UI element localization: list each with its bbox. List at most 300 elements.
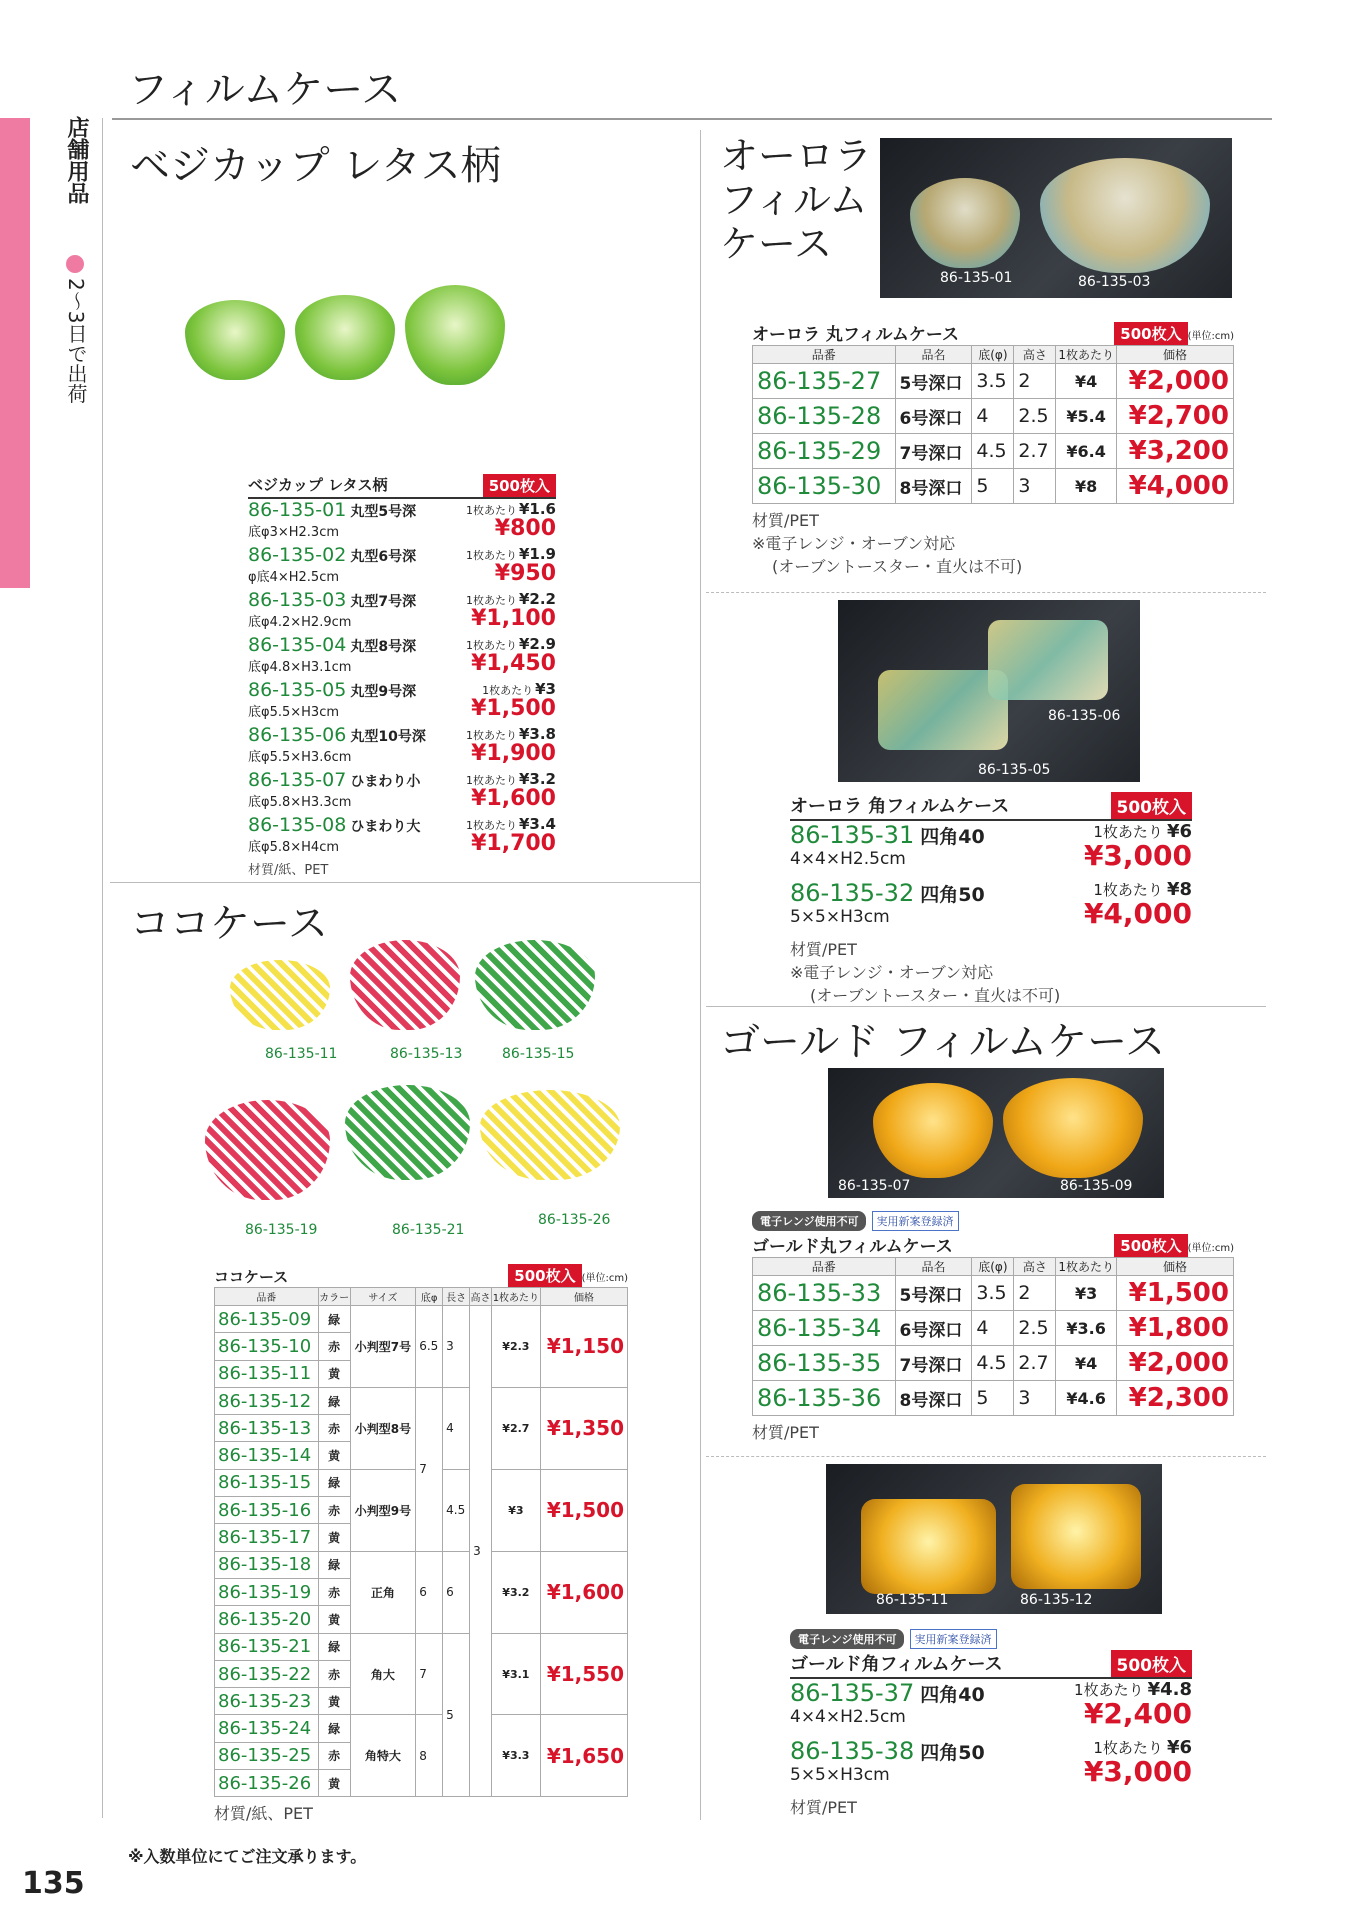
cell-price: ¥1,600 xyxy=(540,1551,627,1633)
cell-per: ¥4 xyxy=(1056,1346,1117,1381)
item-name: 丸型8号深 xyxy=(350,639,417,655)
category-label: 店舗用品 xyxy=(64,116,89,204)
cell-color: 赤 xyxy=(318,1497,350,1524)
per-price: ¥2.2 xyxy=(518,590,556,608)
table-header: 底φ xyxy=(416,1288,443,1306)
veggie-item-right xyxy=(466,589,556,634)
cell-per: ¥8 xyxy=(1056,469,1117,504)
aurora-square-material: 材質/PET xyxy=(790,940,857,959)
cell-dia: 4.5 xyxy=(972,1346,1014,1381)
coco-label-2: 86-135-13 xyxy=(390,1046,463,1062)
coco-cup-red xyxy=(350,940,460,1030)
cell-per: ¥3.3 xyxy=(491,1715,540,1797)
cell-dia: 3.5 xyxy=(972,1276,1014,1311)
aurora-round-note2: (オーブントースター・直火は不可) xyxy=(772,557,1023,576)
aurora-round-badge: 500枚入 xyxy=(1114,322,1187,345)
gold-round-tag-patent: 実用新案登録済 xyxy=(872,1211,959,1231)
veggie-item xyxy=(248,679,556,724)
gold-sq-cup-2 xyxy=(1011,1484,1141,1589)
item-size: 底φ4.8×H3.1cm xyxy=(248,660,352,675)
veggie-item-left xyxy=(248,724,426,769)
veggie-item-left xyxy=(248,679,416,724)
item-size: 底φ5.5×H3.6cm xyxy=(248,750,352,765)
cell-height: 2 xyxy=(1014,364,1056,399)
gold-round-list-title: ゴールド丸フィルムケース xyxy=(752,1237,953,1257)
aurora-title-line-3: ケース xyxy=(720,222,833,266)
item-code: 86-135-03 xyxy=(248,589,347,611)
per-label: 1枚あたり xyxy=(465,639,517,652)
table-row xyxy=(753,1311,1234,1346)
cell-per: ¥2.3 xyxy=(491,1306,540,1388)
item-size: 底φ5.5×H3cm xyxy=(248,705,340,720)
aurora-title-line-2: フィルム xyxy=(720,178,868,222)
cell-per: ¥4.6 xyxy=(1056,1381,1117,1416)
coco-material: 材質/紙、PET xyxy=(214,1804,313,1824)
cell-size: 小判型7号 xyxy=(350,1306,416,1388)
per-label: 1枚あたり xyxy=(1074,1681,1144,1699)
per-label: 1枚あたり xyxy=(465,729,517,742)
coco-unit: (単位:cm) xyxy=(581,1273,628,1284)
table-row xyxy=(753,399,1234,434)
cell-price: ¥1,500 xyxy=(540,1469,627,1551)
per-price: ¥2.9 xyxy=(518,635,556,653)
cell-per: ¥3 xyxy=(491,1469,540,1551)
table-row xyxy=(753,364,1234,399)
cell-code: 86-135-22 xyxy=(215,1660,319,1687)
table-header: 長さ xyxy=(443,1288,470,1306)
cell-height: 2.7 xyxy=(1014,434,1056,469)
gold-sq-tag-patent: 実用新案登録済 xyxy=(910,1629,997,1649)
per-label: 1枚あたり xyxy=(465,819,517,832)
square-item-left xyxy=(790,821,985,879)
cell-code: 86-135-10 xyxy=(215,1333,319,1360)
gold-sq-label-1: 86-135-11 xyxy=(876,1592,949,1608)
cell-color: 緑 xyxy=(318,1633,350,1660)
table-header: カラー xyxy=(318,1288,350,1306)
cell-color: 緑 xyxy=(318,1387,350,1414)
cell-len: 4.5 xyxy=(443,1469,470,1551)
item-size: 4×4×H2.5cm xyxy=(790,849,906,869)
veggie-item xyxy=(248,589,556,634)
table-header: 1枚あたり xyxy=(491,1288,540,1306)
table-header: 価格 xyxy=(1116,1258,1233,1276)
cell-height: 2.7 xyxy=(1014,1346,1056,1381)
footer-note: ※入数単位にてご注文承ります。 xyxy=(128,1847,367,1866)
cell-color: 黄 xyxy=(318,1442,350,1469)
per-label: 1枚あたり xyxy=(1093,1739,1163,1757)
coco-cup-red-2 xyxy=(205,1100,330,1200)
cell-len: 3 xyxy=(443,1306,470,1388)
table-header: 高さ xyxy=(470,1288,492,1306)
veggie-item-line xyxy=(248,679,416,701)
cell-price: ¥1,550 xyxy=(540,1633,627,1715)
cell-price: ¥2,300 xyxy=(1116,1381,1233,1416)
gold-round-label-1: 86-135-07 xyxy=(838,1178,911,1194)
per-label: 1枚あたり xyxy=(465,549,517,562)
cell-name: 7号深口 xyxy=(895,1346,972,1381)
veggie-item-right xyxy=(466,814,556,859)
cell-price: ¥1,800 xyxy=(1116,1311,1233,1346)
gold-cup-2 xyxy=(1003,1078,1143,1178)
coco-cup-yellow-2 xyxy=(480,1090,620,1180)
cell-color: 緑 xyxy=(318,1715,350,1742)
aurora-round-label-2: 86-135-03 xyxy=(1078,274,1151,290)
veggie-item-line xyxy=(248,499,416,521)
square-item-line xyxy=(790,821,985,849)
coco-label-3: 86-135-15 xyxy=(502,1046,575,1062)
aurora-sq-cup-2 xyxy=(988,620,1108,700)
item-name: ひまわり大 xyxy=(350,819,421,835)
cell-name: 5号深口 xyxy=(895,364,972,399)
cell-code: 86-135-12 xyxy=(215,1387,319,1414)
table-header: 高さ xyxy=(1014,346,1056,364)
coco-cup-green xyxy=(475,940,595,1030)
item-size: φ底4×H2.5cm xyxy=(248,570,340,585)
cell-code: 86-135-27 xyxy=(753,364,896,399)
cell-name: 5号深口 xyxy=(895,1276,972,1311)
gold-square-badge: 500枚入 xyxy=(1111,1650,1193,1677)
veggie-item-left xyxy=(248,499,416,544)
category-tab xyxy=(0,118,30,588)
gold-sq-label-2: 86-135-12 xyxy=(1020,1592,1093,1608)
per-price: ¥8 xyxy=(1166,879,1192,900)
cell-size: 正角 xyxy=(350,1551,416,1633)
gold-round-label-2: 86-135-09 xyxy=(1060,1178,1133,1194)
cell-code: 86-135-24 xyxy=(215,1715,319,1742)
veggie-item xyxy=(248,544,556,589)
cell-code: 86-135-26 xyxy=(215,1770,319,1797)
cell-len: 6 xyxy=(443,1551,470,1633)
coco-list-title: ココケース xyxy=(214,1268,289,1286)
coco-list xyxy=(214,1264,628,1824)
cell-color: 緑 xyxy=(318,1551,350,1578)
square-item-line xyxy=(790,879,985,907)
item-code: 86-135-01 xyxy=(248,499,347,521)
cell-color: 黄 xyxy=(318,1770,350,1797)
coco-badge: 500枚入 xyxy=(508,1264,581,1287)
cell-height: 2.5 xyxy=(1014,1311,1056,1346)
cell-height: 3 xyxy=(1014,1381,1056,1416)
item-size: 底φ3×H2.3cm xyxy=(248,525,340,540)
veggie-list-title: ベジカップ レタス柄 xyxy=(248,476,388,494)
table-header: 品名 xyxy=(895,1258,972,1276)
cell-price: ¥2,700 xyxy=(1116,399,1233,434)
square-item xyxy=(790,821,1192,879)
cell-code: 86-135-33 xyxy=(753,1276,896,1311)
cell-per: ¥3.1 xyxy=(491,1633,540,1715)
aurora-square-list xyxy=(790,792,1192,1006)
cell-code: 86-135-16 xyxy=(215,1497,319,1524)
per-price: ¥3.2 xyxy=(518,770,556,788)
cell-len: 5 xyxy=(443,1633,470,1797)
aurora-square-note2: (オーブントースター・直火は不可) xyxy=(810,986,1061,1005)
cell-dia: 3.5 xyxy=(972,364,1014,399)
table-row xyxy=(753,1276,1234,1311)
square-item-right xyxy=(1084,821,1192,879)
item-code: 86-135-06 xyxy=(248,724,347,746)
item-name: 四角40 xyxy=(920,826,985,848)
per-price: ¥3 xyxy=(535,680,556,698)
cell-dia: 8 xyxy=(416,1715,443,1797)
aurora-title-line-1: オーロラ xyxy=(720,134,873,178)
cell-per: ¥5.4 xyxy=(1056,399,1117,434)
cell-per: ¥2.7 xyxy=(491,1387,540,1469)
table-row xyxy=(753,434,1234,469)
coco-photo xyxy=(200,940,640,1240)
shipping-label: 2〜3日で出荷 xyxy=(64,278,88,404)
cell-dia: 4.5 xyxy=(972,434,1014,469)
veggie-item xyxy=(248,499,556,544)
gold-round-tag-microwave: 電子レンジ使用不可 xyxy=(752,1211,866,1231)
veggie-item-right xyxy=(471,679,556,724)
veggie-item-line xyxy=(248,769,420,791)
cell-height: 2.5 xyxy=(1014,399,1056,434)
gold-sq-cup-1 xyxy=(861,1499,996,1594)
veggie-item-right xyxy=(466,724,556,769)
veggie-item-left xyxy=(248,544,416,589)
gold-round-list xyxy=(752,1232,1234,1443)
aurora-square-badge: 500枚入 xyxy=(1111,792,1193,819)
veggie-item-right xyxy=(466,544,556,589)
table-header: 高さ xyxy=(1014,1258,1056,1276)
table-header: 1枚あたり xyxy=(1056,1258,1117,1276)
cell-price: ¥3,200 xyxy=(1116,434,1233,469)
item-code: 86-135-31 xyxy=(790,821,915,849)
cell-code: 86-135-21 xyxy=(215,1633,319,1660)
item-code: 86-135-37 xyxy=(790,1679,915,1707)
table-header: 品番 xyxy=(215,1288,319,1306)
cell-size: 角大 xyxy=(350,1633,416,1715)
gold-square-material: 材質/PET xyxy=(790,1798,857,1817)
item-price: ¥1,450 xyxy=(471,651,556,676)
item-price: ¥1,700 xyxy=(471,831,556,856)
item-size: 4×4×H2.5cm xyxy=(790,1707,906,1727)
cell-color: 黄 xyxy=(318,1688,350,1715)
item-name: 丸型5号深 xyxy=(350,504,417,520)
item-price: ¥800 xyxy=(494,516,556,541)
gold-square-tags xyxy=(790,1628,997,1649)
cell-color: 赤 xyxy=(318,1333,350,1360)
cell-color: 赤 xyxy=(318,1578,350,1605)
cell-code: 86-135-11 xyxy=(215,1360,319,1387)
cell-per: ¥3 xyxy=(1056,1276,1117,1311)
cell-price: ¥1,500 xyxy=(1116,1276,1233,1311)
cell-code: 86-135-34 xyxy=(753,1311,896,1346)
table-header: 底(φ) xyxy=(972,1258,1014,1276)
cell-code: 86-135-29 xyxy=(753,434,896,469)
veggie-item-right xyxy=(466,634,556,679)
table-header: 底(φ) xyxy=(972,346,1014,364)
square-item-right xyxy=(1084,1737,1192,1795)
per-price: ¥3.4 xyxy=(518,815,556,833)
table-header: サイズ xyxy=(350,1288,416,1306)
cell-dia: 5 xyxy=(972,1381,1014,1416)
aurora-round-material: 材質/PET xyxy=(752,511,819,530)
veggie-photo xyxy=(180,280,500,400)
cell-dia: 6 xyxy=(416,1551,443,1633)
square-item-line xyxy=(790,1737,985,1765)
coco-label-1: 86-135-11 xyxy=(265,1046,338,1062)
cell-price: ¥2,000 xyxy=(1116,1346,1233,1381)
table-row xyxy=(215,1633,628,1660)
cell-code: 86-135-28 xyxy=(753,399,896,434)
cell-color: 赤 xyxy=(318,1742,350,1769)
cell-name: 8号深口 xyxy=(895,1381,972,1416)
table-header: 品名 xyxy=(895,346,972,364)
veggie-item-right xyxy=(466,769,556,814)
per-price: ¥1.6 xyxy=(518,500,556,518)
shipping-dot-icon xyxy=(66,255,84,273)
square-item xyxy=(790,1737,1192,1795)
gold-square-list-title: ゴールド角フィルムケース xyxy=(790,1654,1003,1675)
cell-code: 86-135-18 xyxy=(215,1551,319,1578)
square-item-right xyxy=(1084,879,1192,937)
coco-title: ココケース xyxy=(130,901,328,947)
side-rule xyxy=(102,118,103,1818)
item-price: ¥3,000 xyxy=(1083,839,1192,872)
cell-color: 黄 xyxy=(318,1606,350,1633)
cell-color: 緑 xyxy=(318,1306,350,1333)
table-row xyxy=(753,1346,1234,1381)
veggie-item-left xyxy=(248,634,416,679)
cell-dia: 7 xyxy=(416,1633,443,1715)
cell-price: ¥4,000 xyxy=(1116,469,1233,504)
table-header: 品番 xyxy=(753,1258,896,1276)
per-label: 1枚あたり xyxy=(482,684,534,697)
square-item xyxy=(790,879,1192,937)
aurora-title xyxy=(720,134,872,266)
page-number: 135 xyxy=(22,1866,85,1901)
coco-table xyxy=(214,1287,628,1797)
aurora-sq-label-1: 86-135-06 xyxy=(1048,708,1121,724)
coco-label-6: 86-135-26 xyxy=(538,1212,611,1228)
square-item-left xyxy=(790,1737,985,1795)
table-row xyxy=(215,1551,628,1578)
aurora-square-note1: ※電子レンジ・オーブン対応 xyxy=(790,963,994,982)
veggie-material: 材質/紙、PET xyxy=(248,863,329,878)
veggie-item xyxy=(248,814,556,859)
gold-square-photo xyxy=(826,1464,1162,1614)
cell-code: 86-135-14 xyxy=(215,1442,319,1469)
table-header: 品番 xyxy=(753,346,896,364)
veggie-title: ベジカップ レタス柄 xyxy=(130,143,501,189)
per-price: ¥3.8 xyxy=(518,725,556,743)
per-label: 1枚あたり xyxy=(1093,823,1163,841)
item-name: 丸型7号深 xyxy=(350,594,417,610)
coco-label-5: 86-135-21 xyxy=(392,1222,465,1238)
item-name: ひまわり小 xyxy=(350,774,421,790)
gold-round-unit: (単位:cm) xyxy=(1187,1243,1234,1254)
aurora-round-table xyxy=(752,345,1234,504)
gold-round-material: 材質/PET xyxy=(752,1423,819,1442)
cell-color: 赤 xyxy=(318,1660,350,1687)
veggie-cup-1 xyxy=(185,300,285,380)
veggie-item-right xyxy=(466,499,556,544)
item-name: 丸型9号深 xyxy=(350,684,417,700)
gold-square-items xyxy=(790,1679,1192,1795)
cell-code: 86-135-15 xyxy=(215,1469,319,1496)
item-price: ¥4,000 xyxy=(1083,897,1192,930)
item-price: ¥950 xyxy=(494,561,556,586)
cell-price: ¥1,350 xyxy=(540,1387,627,1469)
item-price: ¥2,400 xyxy=(1083,1697,1192,1730)
aurora-square-items xyxy=(790,821,1192,937)
veggie-item xyxy=(248,634,556,679)
item-name: 四角50 xyxy=(920,884,985,906)
veggie-item-line xyxy=(248,544,416,566)
aurora-round-label-1: 86-135-01 xyxy=(940,270,1013,286)
cell-size: 角特大 xyxy=(350,1715,416,1797)
table-row xyxy=(215,1306,628,1333)
cell-code: 86-135-35 xyxy=(753,1346,896,1381)
cell-color: 緑 xyxy=(318,1469,350,1496)
cell-len: 4 xyxy=(443,1387,470,1469)
gold-round-table xyxy=(752,1257,1234,1416)
per-price: ¥1.9 xyxy=(518,545,556,563)
gold-title: ゴールド フィルムケース xyxy=(720,1019,1166,1065)
cell-code: 86-135-19 xyxy=(215,1578,319,1605)
cell-name: 8号深口 xyxy=(895,469,972,504)
square-item-left xyxy=(790,879,985,937)
item-code: 86-135-38 xyxy=(790,1737,915,1765)
square-item-right xyxy=(1074,1679,1192,1737)
item-code: 86-135-04 xyxy=(248,634,347,656)
cell-code: 86-135-13 xyxy=(215,1415,319,1442)
aurora-round-photo xyxy=(880,138,1232,298)
gold-sq-tag-microwave: 電子レンジ使用不可 xyxy=(790,1629,904,1649)
aurora-gold-divider xyxy=(706,1006,1266,1007)
cell-per: ¥4 xyxy=(1056,364,1117,399)
cell-code: 86-135-25 xyxy=(215,1742,319,1769)
item-code: 86-135-08 xyxy=(248,814,347,836)
veggie-item-left xyxy=(248,769,420,814)
aurora-sq-label-2: 86-135-05 xyxy=(978,762,1051,778)
table-header: 価格 xyxy=(1116,346,1233,364)
cell-height: 3 xyxy=(470,1306,492,1797)
gold-round-tags xyxy=(752,1210,959,1231)
cell-size: 小判型9号 xyxy=(350,1469,416,1551)
per-price: ¥4.8 xyxy=(1147,1679,1192,1700)
item-size: 底φ5.8×H4cm xyxy=(248,840,340,855)
gold-cup-1 xyxy=(873,1083,993,1178)
gold-divider xyxy=(706,1456,1266,1457)
item-code: 86-135-02 xyxy=(248,544,347,566)
table-row xyxy=(215,1387,628,1414)
veggie-badge: 500枚入 xyxy=(483,474,556,497)
veggie-item-line xyxy=(248,589,416,611)
item-code: 86-135-32 xyxy=(790,879,915,907)
square-item xyxy=(790,1679,1192,1737)
veggie-list xyxy=(248,474,556,878)
cell-price: ¥1,150 xyxy=(540,1306,627,1388)
cell-name: 6号深口 xyxy=(895,1311,972,1346)
aurora-square-photo xyxy=(838,600,1140,782)
per-label: 1枚あたり xyxy=(465,594,517,607)
square-item-left xyxy=(790,1679,985,1737)
column-divider xyxy=(700,130,701,1820)
cell-size: 小判型8号 xyxy=(350,1387,416,1469)
cell-height: 3 xyxy=(1014,469,1056,504)
gold-square-list xyxy=(790,1650,1192,1818)
per-price: ¥6 xyxy=(1166,821,1192,842)
cell-dia: 7 xyxy=(416,1387,443,1551)
page-title: フィルムケース xyxy=(128,67,402,113)
aurora-round-list xyxy=(752,320,1234,577)
item-size: 底φ5.8×H3.3cm xyxy=(248,795,352,810)
cell-color: 赤 xyxy=(318,1415,350,1442)
item-price: ¥1,500 xyxy=(471,696,556,721)
item-size: 5×5×H3cm xyxy=(790,907,890,927)
